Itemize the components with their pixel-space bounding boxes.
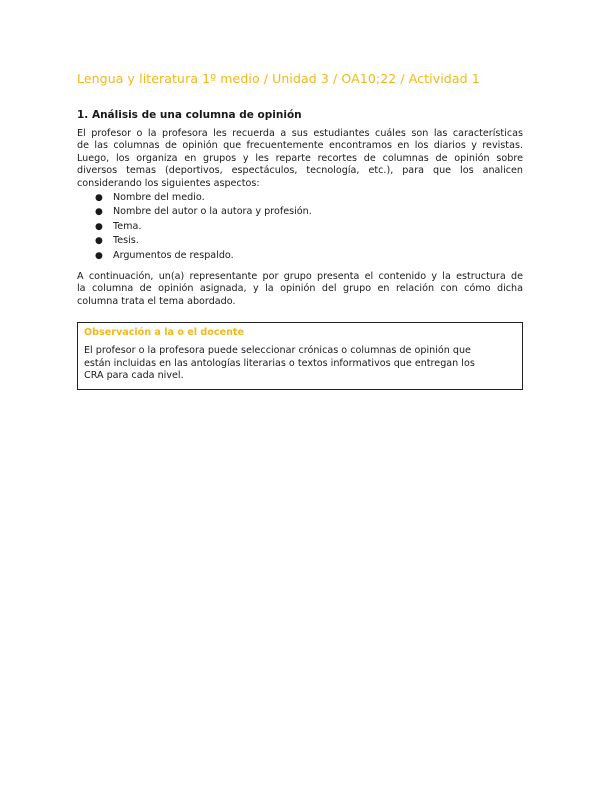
followup-paragraph bbox=[77, 271, 523, 308]
intro-line: Luego, los organiza en grupos y les reparte recortes de columnas de opinión sobre bbox=[77, 152, 523, 164]
followup-line: A continuación, un(a) representante por grupo presenta el contenido y la estructura de bbox=[77, 271, 523, 283]
list-item-text: Nombre del autor o la autora y profesión. bbox=[113, 206, 312, 218]
intro-line: considerando los siguientes aspectos: bbox=[77, 177, 260, 189]
intro-paragraph bbox=[77, 128, 523, 190]
bullet-icon: ● bbox=[95, 250, 103, 261]
note-line: están incluidas en las antologías literarias o textos informativos que entregan los bbox=[84, 357, 475, 369]
note-line: CRA para cada nivel. bbox=[84, 370, 184, 382]
document-header: Lengua y literatura 1º medio / Unidad 3 / OA10;22 / Actividad 1 bbox=[77, 71, 480, 86]
bullet-icon: ● bbox=[95, 193, 103, 204]
list-item-text: Tema. bbox=[113, 220, 142, 232]
intro-line: diversos temas (deportivos, espectáculos, tecnología, etc.), para que los analicen bbox=[77, 165, 523, 177]
list-item-text: Argumentos de respaldo. bbox=[113, 249, 234, 261]
teacher-note-box bbox=[77, 322, 523, 389]
intro-line: de las columnas de opinión que frecuentemente encontramos en los diarios y revistas. bbox=[77, 140, 523, 152]
bullet-icon: ● bbox=[95, 207, 103, 218]
list-item bbox=[95, 249, 523, 263]
bullet-icon: ● bbox=[95, 221, 103, 232]
followup-line: columna trata el tema abordado. bbox=[77, 295, 236, 307]
note-line: El profesor o la profesora puede seleccionar crónicas o columnas de opinión que bbox=[84, 345, 471, 357]
list-item bbox=[95, 220, 523, 234]
list-item-text: Tesis. bbox=[113, 235, 139, 247]
list-item bbox=[95, 205, 523, 219]
section-title: 1. Análisis de una columna de opinión bbox=[77, 109, 302, 121]
note-text bbox=[84, 345, 516, 382]
intro-line: El profesor o la profesora les recuerda a sus estudiantes cuáles son las características bbox=[77, 128, 523, 139]
aspects-list bbox=[77, 191, 523, 263]
note-title: Observación a la o el docente bbox=[84, 327, 244, 339]
list-item bbox=[95, 191, 523, 205]
document-page bbox=[77, 70, 523, 390]
bullet-icon: ● bbox=[95, 236, 103, 247]
followup-line: la columna de opinión asignada, y la opinión del grupo en relación con cómo dicha bbox=[77, 283, 523, 295]
list-item bbox=[95, 234, 523, 248]
list-item-text: Nombre del medio. bbox=[113, 192, 205, 204]
